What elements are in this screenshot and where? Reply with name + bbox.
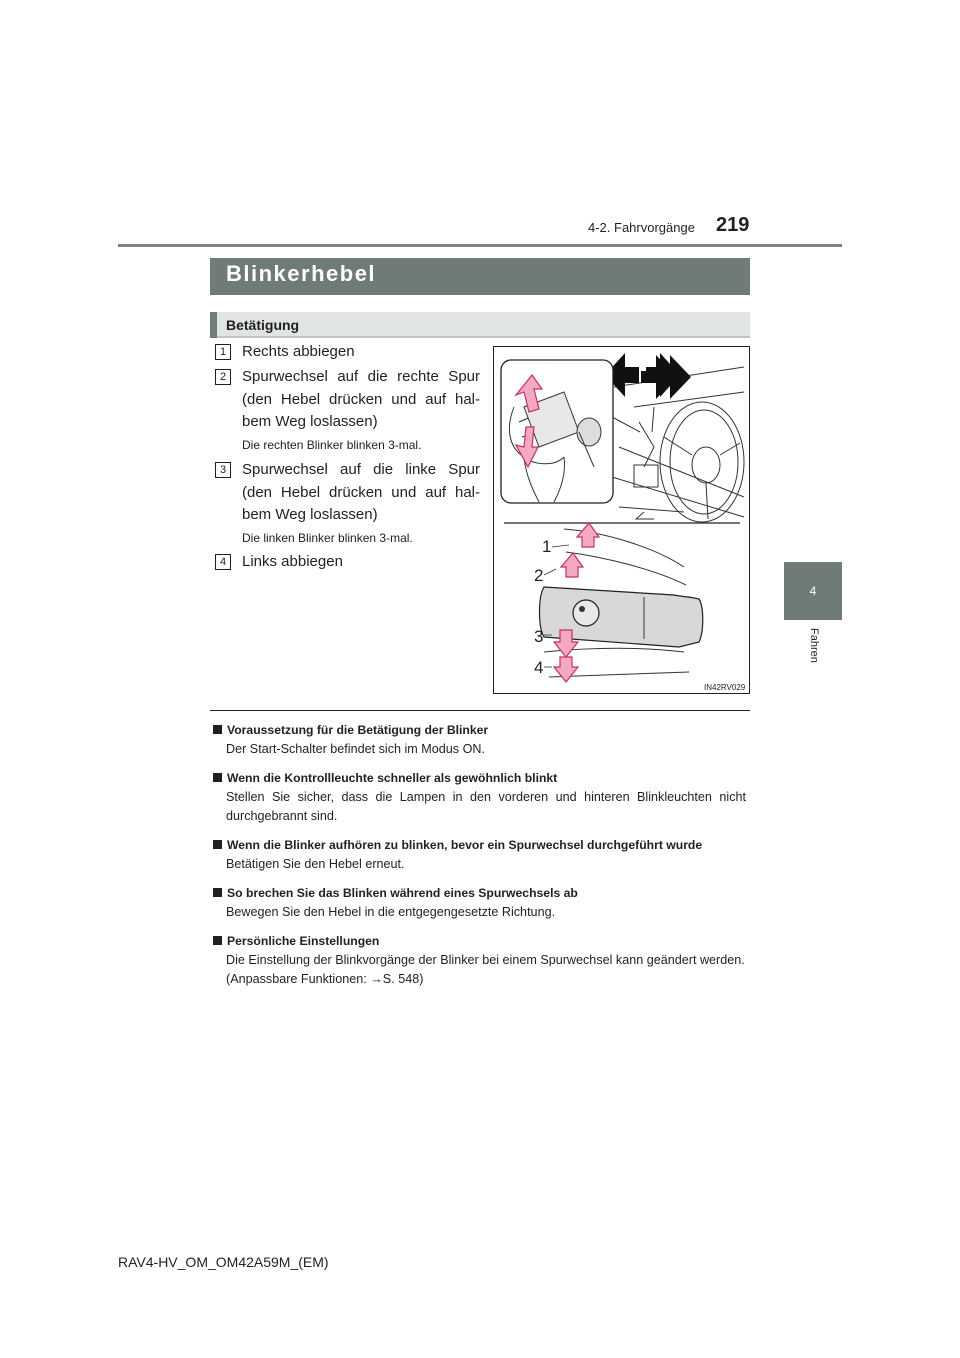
- header-rule: [118, 244, 842, 247]
- callout-2: 2: [534, 566, 544, 585]
- note-body: Der Start-Schalter befindet sich im Modus ON.: [226, 742, 485, 756]
- item-note-2: Die rechten Blinker blinken 3-mal.: [242, 438, 422, 452]
- item-badge-4: 4: [215, 554, 231, 570]
- item-badge-1: 1: [215, 344, 231, 360]
- chapter-number: 4: [809, 584, 817, 598]
- note-heading: Wenn die Blinker aufhören zu blinken, bevor ein Spurwechsel durchgeführt wurde: [227, 838, 703, 852]
- note-5: [213, 931, 746, 989]
- note-heading: Persönliche Einstellungen: [227, 934, 380, 948]
- note-heading: Wenn die Kontrollleuchte schneller als gewöhnlich blinkt: [227, 771, 558, 785]
- position-4-arrow-icon: [554, 657, 578, 682]
- document-footer: RAV4-HV_OM_OM42A59M_(EM): [118, 1254, 329, 1270]
- turn-signal-lever-figure: [493, 346, 750, 694]
- note-heading: So brechen Sie das Blinken während eines Spurwechsels ab: [227, 886, 578, 900]
- page-number: 219: [716, 214, 750, 236]
- item-note-3: Die linken Blinker blinken 3-mal.: [242, 531, 413, 545]
- note-1: [213, 720, 746, 759]
- subtitle-marker: [210, 312, 217, 338]
- note-body: Stellen Sie sicher, dass die Lampen in den vorderen und hinteren Blinkleuchten nicht durchgebrannt sind.: [226, 790, 746, 823]
- note-body: Die Einstellung der Blinkvorgänge der Blinker bei einem Spurwechsel kann geändert werden. (Anpassbare Funktionen: →S. 548): [226, 953, 745, 986]
- note-body: Betätigen Sie den Hebel erneut.: [226, 857, 405, 871]
- page-title: Blinkerhebel: [226, 261, 377, 286]
- chapter-label: Fahren: [808, 628, 820, 663]
- square-bullet-icon: [213, 888, 222, 897]
- item-text-3: Spurwechsel auf die linke Spur (den Hebel drücken und auf hal-bem Weg loslassen): [242, 461, 480, 523]
- note-heading: Voraussetzung für die Betätigung der Blinker: [227, 723, 489, 737]
- chapter-tab: [784, 562, 842, 620]
- note-3: [213, 835, 746, 874]
- square-bullet-icon: [213, 936, 222, 945]
- note-2: [213, 768, 746, 826]
- item-text-1: Rechts abbiegen: [242, 343, 355, 360]
- note-4: [213, 883, 746, 922]
- callout-4: 4: [534, 658, 544, 677]
- notes-section: [213, 720, 746, 998]
- square-bullet-icon: [213, 725, 222, 734]
- notes-divider: [210, 710, 750, 711]
- section-header: 4-2. Fahrvorgänge: [588, 220, 695, 235]
- position-2-arrow-icon: [561, 553, 583, 577]
- item-text-2: Spurwechsel auf die rechte Spur (den Hebel drücken und auf hal-bem Weg loslassen): [242, 368, 480, 430]
- lever-illustration: [494, 347, 749, 693]
- item-text-4: Links abbiegen: [242, 553, 343, 570]
- item-badge-2: 2: [215, 369, 231, 385]
- square-bullet-icon: [213, 840, 222, 849]
- figure-code: IN42RV029: [704, 683, 746, 692]
- item-badge-3: 3: [215, 462, 231, 478]
- callout-3: 3: [534, 627, 544, 646]
- callout-1: 1: [542, 537, 552, 556]
- note-body: Bewegen Sie den Hebel in die entgegengesetzte Richtung.: [226, 905, 556, 919]
- subtitle: Betätigung: [226, 317, 300, 333]
- position-1-arrow-icon: [577, 523, 599, 547]
- square-bullet-icon: [213, 773, 222, 782]
